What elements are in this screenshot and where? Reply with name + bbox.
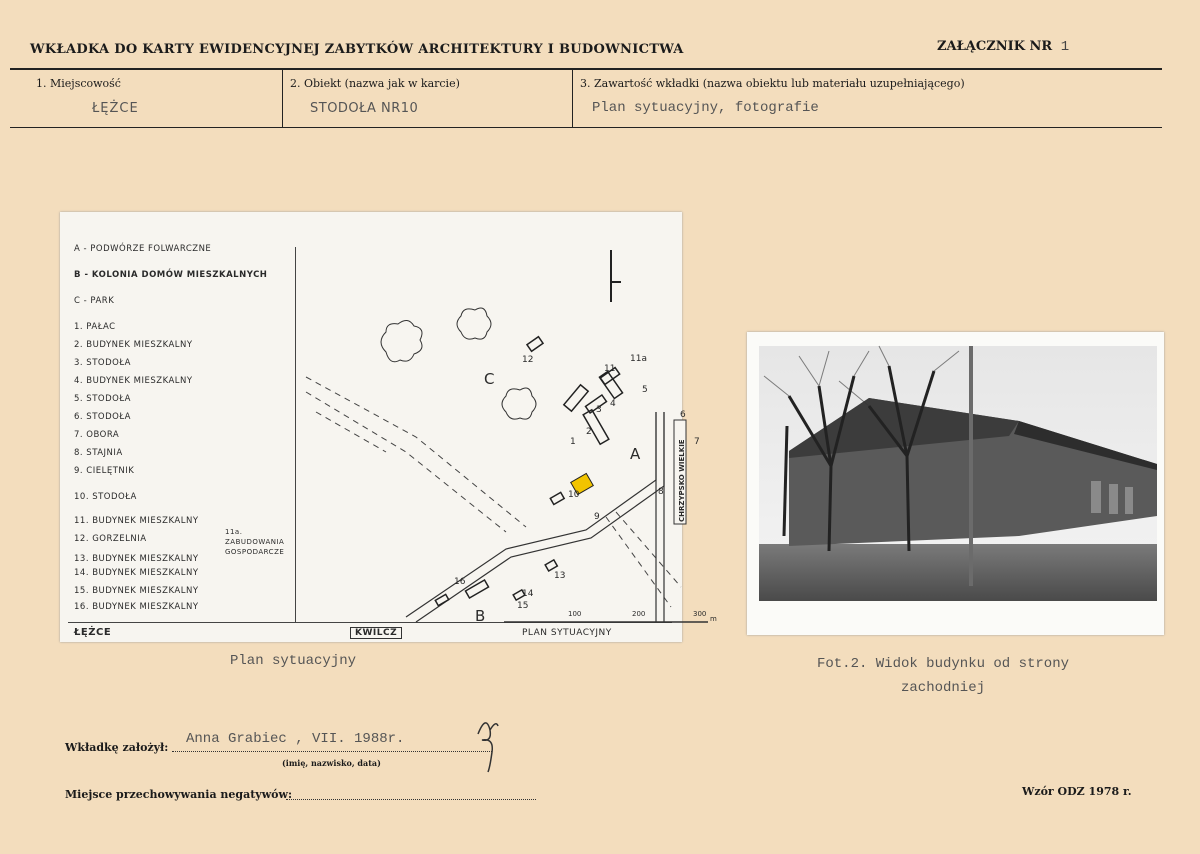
main-road [406,412,664,622]
attachment-label-text: ZAŁĄCZNIK NR [937,39,1053,54]
founded-hint: (imię, nazwisko, data) [282,758,381,768]
photo-card [747,332,1164,635]
road-label-box [674,420,686,524]
map-caption: Plan sytuacyjny [230,653,357,669]
form-title: WKŁADKA DO KARTY EWIDENCYJNEJ ZABYTKÓW ARCHITEKTURY I BUDOWNICTWA [30,42,684,57]
legend-item: 1. PAŁAC [74,322,116,332]
bldg-label-16: 16 [454,577,466,587]
map-footer-kwilcz: KWILCZ [350,627,402,639]
legend-item: 8. STAJNIA [74,448,123,458]
field-2-value: STODOŁA NR10 [310,101,419,116]
legend-item: 12. GORZELNIA [74,534,147,544]
scale-200: 200 [632,610,646,618]
north-arrow [611,250,621,302]
founded-value: Anna Grabiec , VII. 1988r. [186,731,405,747]
park-trees [381,308,536,419]
bldg-label-9: 9 [594,512,600,522]
buildings [435,337,622,606]
bldg-label-8: 8 [658,487,664,497]
photo-caption-line1: Fot.2. Widok budynku od strony [816,656,1070,672]
legend-item: C - PARK [74,296,115,306]
founded-underline [172,751,492,752]
area-label-b: B [475,607,486,625]
bldg-label-12: 12 [522,355,534,365]
field-3-value: Plan sytuacyjny, fotografie [592,100,819,116]
field-1-label: 1. Miejscowość [36,77,121,90]
note-11a-line2: GOSPODARCZE [225,548,285,556]
field-divider-1 [282,70,283,127]
legend-item: 6. STODOŁA [74,412,131,422]
legend-item: 7. OBORA [74,430,120,440]
bldg-label-11: 11 [604,364,616,374]
note-11a [225,527,284,557]
note-11a-num: 11a. [225,528,243,536]
signature-mark [472,712,502,774]
legend-item: 14. BUDYNEK MIESZKALNY [74,568,199,578]
scale-100: 100 [568,610,582,618]
founded-label: Wkładkę założył: [65,741,169,754]
scale-unit: m [710,615,717,623]
legend-item: 13. BUDYNEK MIESZKALNY [74,554,199,564]
bldg-label-4: 4 [610,399,616,409]
bldg-label-15: 15 [517,601,529,611]
storage-underline [286,799,536,800]
field-1-value: ŁĘŻCE [92,101,139,116]
photo-caption [788,652,1098,700]
utility-pole [969,346,973,586]
field-roads [306,377,681,607]
legend-item: A - PODWÓRZE FOLWARCZNE [74,244,212,254]
legend-item: B - KOLONIA DOMÓW MIESZKALNYCH [74,270,268,280]
site-plan-map [296,212,717,625]
bldg-label-11a: 11a [630,354,647,364]
storage-label: Miejsce przechowywania negatywów: [65,788,293,801]
barn-photo [759,346,1157,601]
bldg-label-5: 5 [642,385,648,395]
field-3-label: 3. Zawartość wkładki (nazwa obiektu lub materiału uzupełniającego) [580,77,965,90]
bldg-label-14: 14 [522,589,534,599]
photo-caption-line2: zachodniej [900,680,985,696]
attachment-label [937,39,1069,55]
legend-item: 5. STODOŁA [74,394,131,404]
bldg-label-2: 2 [586,427,592,437]
field-divider-2 [572,70,573,127]
legend-item: 9. CIELĘTNIK [74,466,135,476]
header-top-rule [10,68,1162,70]
area-label-c: C [484,370,495,388]
bldg-label-3: 3 [596,405,602,415]
road-label-text: CHRZYPSKO WIELKIE [678,439,686,522]
legend-item: 16. BUDYNEK MIESZKALNY [74,602,199,612]
legend-item: 10. STODOŁA [74,492,137,502]
bldg-label-1: 1 [570,437,576,447]
area-labels [475,370,641,625]
field-2-label: 2. Obiekt (nazwa jak w karcie) [290,77,460,90]
map-footer-plan: PLAN SYTUACYJNY [522,628,612,638]
site-plan-card [60,212,717,642]
scale-bar [504,610,717,623]
bldg-label-13: 13 [554,571,566,581]
note-11a-line1: ZABUDOWANIA [225,538,285,546]
legend-item: 15. BUDYNEK MIESZKALNY [74,586,199,596]
legend-item: 2. BUDYNEK MIESZKALNY [74,340,193,350]
legend-item: 4. BUDYNEK MIESZKALNY [74,376,193,386]
area-label-a: A [630,445,641,463]
model-label: Wzór ODZ 1978 r. [1022,785,1132,798]
bldg-label-6: 6 [680,410,686,420]
legend-item: 11. BUDYNEK MIESZKALNY [74,516,199,526]
bldg-label-7: 7 [694,437,700,447]
header-bottom-rule [10,127,1162,128]
scale-300: 300 [693,610,707,618]
bldg-label-10: 10 [568,490,580,500]
attachment-number: 1 [1060,39,1070,55]
map-footer-place: ŁĘŻCE [74,627,112,638]
legend-item: 3. STODOŁA [74,358,131,368]
